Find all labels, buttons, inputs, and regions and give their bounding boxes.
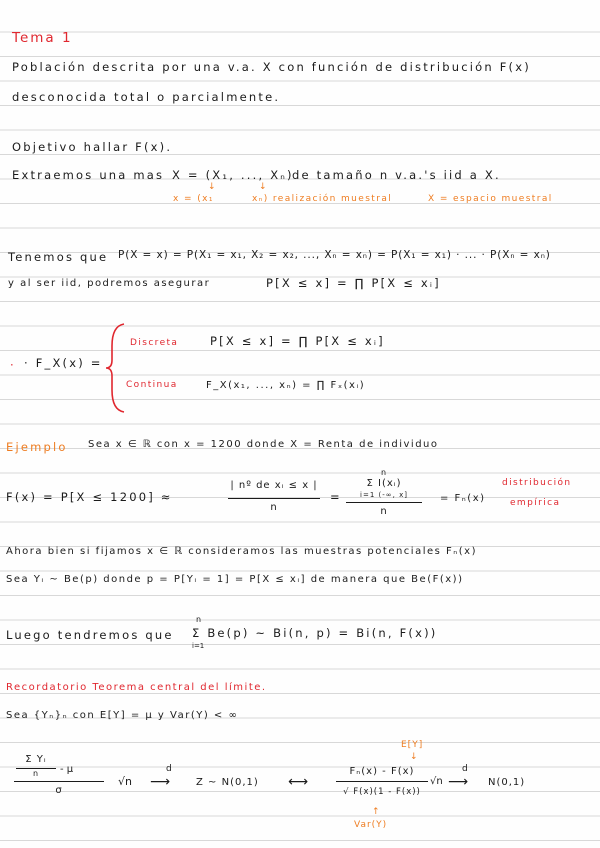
empirica-note: empírica [510, 498, 561, 508]
iid-prefix: y al ser iid, podremos asegurar [8, 278, 211, 289]
ahora-line-1: Ahora bien si fijamos x ∈ ℝ consideramos las muestras potenciales Fₙ(x) [6, 546, 477, 557]
ey-label: E[Y] [401, 740, 424, 750]
indicator-sum: Σ I(xᵢ) [366, 478, 402, 489]
empirical-denominator: √ F(x)(1 - F(x)) [343, 787, 421, 797]
note-espacio-muestral: X = espacio muestral [428, 194, 553, 204]
fx-label: · F_X(x) = [24, 356, 103, 370]
arrow-down-icon: ↓ [410, 752, 418, 762]
count-fraction-numerator: | nº de xᵢ ≤ x | [230, 480, 318, 491]
continua-formula: F_X(x₁, ..., xₙ) = ∏ Fₓ(xᵢ) [206, 380, 366, 391]
intro-line-1: Población descrita por una v.a. X con función de distribución F(x) [12, 60, 531, 74]
luego-formula: Σ Be(p) ~ Bi(n, p) = Bi(n, F(x)) [192, 626, 438, 640]
sum-bottom: i=1 [192, 642, 205, 650]
indicator-fraction-denominator: n [380, 506, 388, 517]
normal-limit: N(0,1) [488, 777, 526, 788]
count-fraction-denominator: n [270, 502, 278, 513]
red-brace [104, 322, 126, 414]
iid-formula: P[X ≤ x] = ∏ P[X ≤ xᵢ] [266, 276, 441, 290]
iff-arrow: ⟷ [288, 774, 309, 790]
arrow-down-icon: ↓ [208, 182, 217, 192]
discreta-label: Discreta [130, 338, 179, 348]
empirical-rhs: = Fₙ(x) [440, 493, 486, 504]
intro-line-2: desconocida total o parcialmente. [12, 90, 281, 104]
bullet-icon: · [10, 358, 16, 372]
fraction-bar [14, 781, 104, 782]
ejemplo-text: Sea x ∈ ℝ con x = 1200 donde X = Renta de individuo [88, 439, 439, 450]
sqrt-n-2: √n [430, 776, 443, 787]
sum-yi-denominator: n [32, 769, 40, 778]
sum-yi: Σ Yᵢ [25, 754, 47, 765]
distribucion-note: distribución [502, 478, 572, 488]
ejemplo-label: Ejemplo [6, 440, 68, 454]
var-label: Var(Y) [354, 820, 388, 830]
page-title: Tema 1 [12, 30, 73, 46]
convergence-label-2: d [462, 764, 468, 774]
tenemos-prefix: Tenemos que [8, 250, 109, 264]
recordatorio-label: Recordatorio Teorema central del límite. [6, 682, 267, 693]
fraction-bar [336, 781, 428, 782]
sum-top: n [196, 615, 202, 624]
arrow-up-icon: ↑ [372, 807, 380, 817]
arrow-right-icon: ⟶ [150, 774, 171, 790]
indicator-sum-top: n [380, 468, 388, 477]
objective-line-1: Objetivo hallar F(x). [12, 140, 173, 154]
empirical-numerator: Fₙ(x) - F(x) [349, 766, 415, 777]
recordatorio-line: Sea {Yₙ}ₙ con E[Y] = μ y Var(Y) < ∞ [6, 710, 239, 721]
sample-vector: X = (X₁, ..., Xₙ) [172, 168, 294, 182]
sqrt-n: √n [118, 775, 132, 788]
arrow-down-icon: ↓ [259, 182, 268, 192]
continua-label: Continua [126, 380, 178, 390]
minus-mu: - μ [60, 764, 74, 775]
convergence-label: d [166, 764, 172, 774]
tenemos-formula: P(X = x) = P(X₁ = x₁, X₂ = x₂, ..., Xₙ = xₙ) = P(X₁ = x₁) · ... · P(Xₙ = xₙ) [118, 249, 551, 261]
equals-sign: = [330, 490, 342, 504]
note-realizacion-x: x = (x₁ [173, 194, 214, 204]
fraction-bar [346, 502, 422, 503]
fraction-bar [228, 498, 320, 499]
note-realizacion-muestral: xₙ) realización muestral [252, 194, 393, 204]
ahora-line-2: Sea Yᵢ ~ Be(p) donde p = P[Yᵢ = 1] = P[X ≤ xᵢ] de manera que Be(F(x)) [6, 574, 464, 585]
empirical-lhs: F(x) = P[X ≤ 1200] ≈ [6, 490, 173, 504]
discreta-formula: P[X ≤ x] = ∏ P[X ≤ xᵢ] [210, 334, 385, 348]
arrow-right-icon: ⟶ [448, 774, 469, 790]
sigma-denominator: σ [55, 785, 63, 796]
objective-line-2-prefix: Extraemos una mas [12, 168, 165, 182]
standard-normal: Z ~ N(0,1) [196, 777, 259, 788]
objective-line-2-suffix: de tamaño n v.a.'s iid a X. [292, 168, 501, 182]
indicator-sum-subscript: i=1 (-∞, x] [360, 491, 408, 499]
luego-prefix: Luego tendremos que [6, 628, 174, 642]
